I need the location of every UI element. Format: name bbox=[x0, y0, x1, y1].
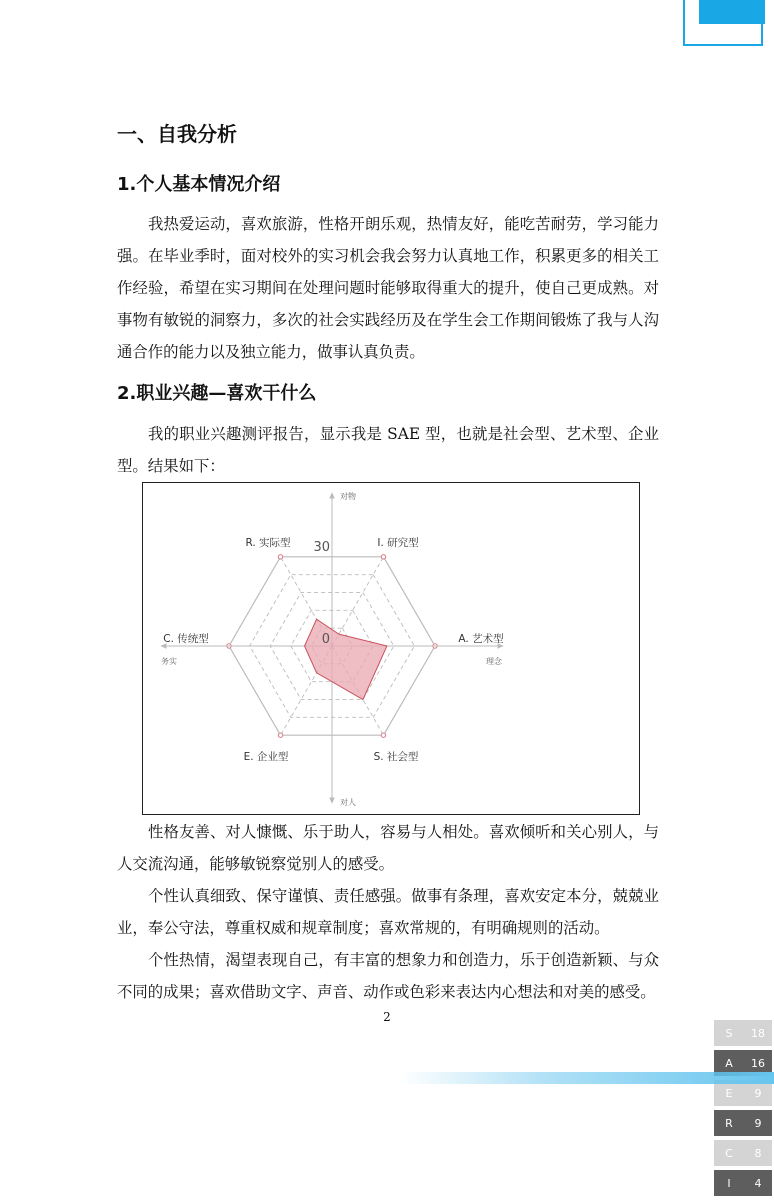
score-value: 8 bbox=[754, 1146, 762, 1160]
score-value: 9 bbox=[754, 1086, 762, 1100]
section1-title: 1.个人基本情况介绍 bbox=[117, 174, 281, 195]
section2-title: 2.职业兴趣—喜欢干什么 bbox=[117, 383, 317, 404]
score-value: 9 bbox=[754, 1116, 762, 1130]
radar-axis-label: C. 传统型 bbox=[163, 633, 209, 645]
quadrant-label-bottom: 对人 bbox=[340, 798, 356, 807]
radar-axis-label: I. 研究型 bbox=[377, 537, 419, 549]
radar-axis-label: E. 企业型 bbox=[243, 751, 289, 763]
corner-decoration-fill bbox=[699, 0, 765, 24]
quadrant-label-top: 对物 bbox=[340, 492, 356, 501]
heading-self-analysis: 一、自我分析 bbox=[117, 122, 237, 146]
page-number: 2 bbox=[383, 1010, 391, 1024]
score-code: S bbox=[725, 1026, 733, 1040]
quadrant-label-right: 理念 bbox=[486, 657, 502, 666]
radar-axis-label: R. 实际型 bbox=[245, 537, 291, 549]
trait-paragraph-artistic: 个性热情，渴望表现自己，有丰富的想象力和创造力，乐于创造新颖、与众不同的成果；喜欢借助文字、声音、动作或色彩来表达内心想法和对美的感受。 bbox=[117, 951, 659, 1001]
quadrant-label-left: 务实 bbox=[161, 657, 177, 666]
score-row bbox=[714, 1110, 772, 1136]
trait-paragraph-conventional: 个性认真细致、保守谨慎、责任感强。做事有条理，喜欢安定本分，兢兢业业，奉公守法，尊重权威和规章制度；喜欢常规的，有明确规则的活动。 bbox=[117, 887, 659, 937]
radar-scale-max-label: 30 bbox=[313, 540, 330, 555]
score-value: 18 bbox=[751, 1026, 765, 1040]
radar-vertex-dot bbox=[278, 733, 282, 737]
score-table bbox=[714, 1020, 772, 1200]
score-code: C bbox=[725, 1146, 733, 1160]
radar-axis-label: S. 社会型 bbox=[373, 751, 419, 763]
radar-vertex-dot bbox=[278, 555, 282, 559]
score-code: E bbox=[725, 1086, 733, 1100]
score-value: 4 bbox=[754, 1176, 762, 1190]
score-code: R bbox=[725, 1116, 733, 1130]
section1-paragraph: 我热爱运动，喜欢旅游，性格开朗乐观，热情友好，能吃苦耐劳，学习能力强。在毕业季时，面对校外的实习机会我会努力认真地工作，积累更多的相关工作经验，希望在实习期间在处理问题时能够取得重大的提升，使自己更成熟。对事物有敏锐的洞察力，多次的社会实践经历及在学生会工作期间锻炼了我与人沟通合作的能力以及独立能力，做事认真负责。 bbox=[117, 215, 659, 361]
radar-chart bbox=[143, 483, 641, 816]
radar-vertex-dot bbox=[381, 733, 385, 737]
radar-vertex-dot bbox=[381, 555, 385, 559]
score-row bbox=[714, 1140, 772, 1166]
footer-gradient-bar bbox=[400, 1072, 774, 1084]
radar-spoke bbox=[332, 557, 384, 646]
radar-axis-label: A. 艺术型 bbox=[458, 633, 504, 645]
score-row bbox=[714, 1170, 772, 1196]
radar-scale-min-label: 0 bbox=[321, 632, 330, 647]
score-code: A bbox=[725, 1056, 733, 1070]
score-code: I bbox=[727, 1176, 731, 1190]
score-value: 16 bbox=[751, 1056, 765, 1070]
section2-intro: 我的职业兴趣测评报告，显示我是 SAE 型，也就是社会型、艺术型、企业型。结果如下： bbox=[117, 425, 659, 475]
trait-paragraph-social: 性格友善、对人慷慨、乐于助人，容易与人相处。喜欢倾听和关心别人，与人交流沟通，能够敏锐察觉别人的感受。 bbox=[117, 823, 659, 873]
radar-data-area bbox=[305, 619, 387, 699]
